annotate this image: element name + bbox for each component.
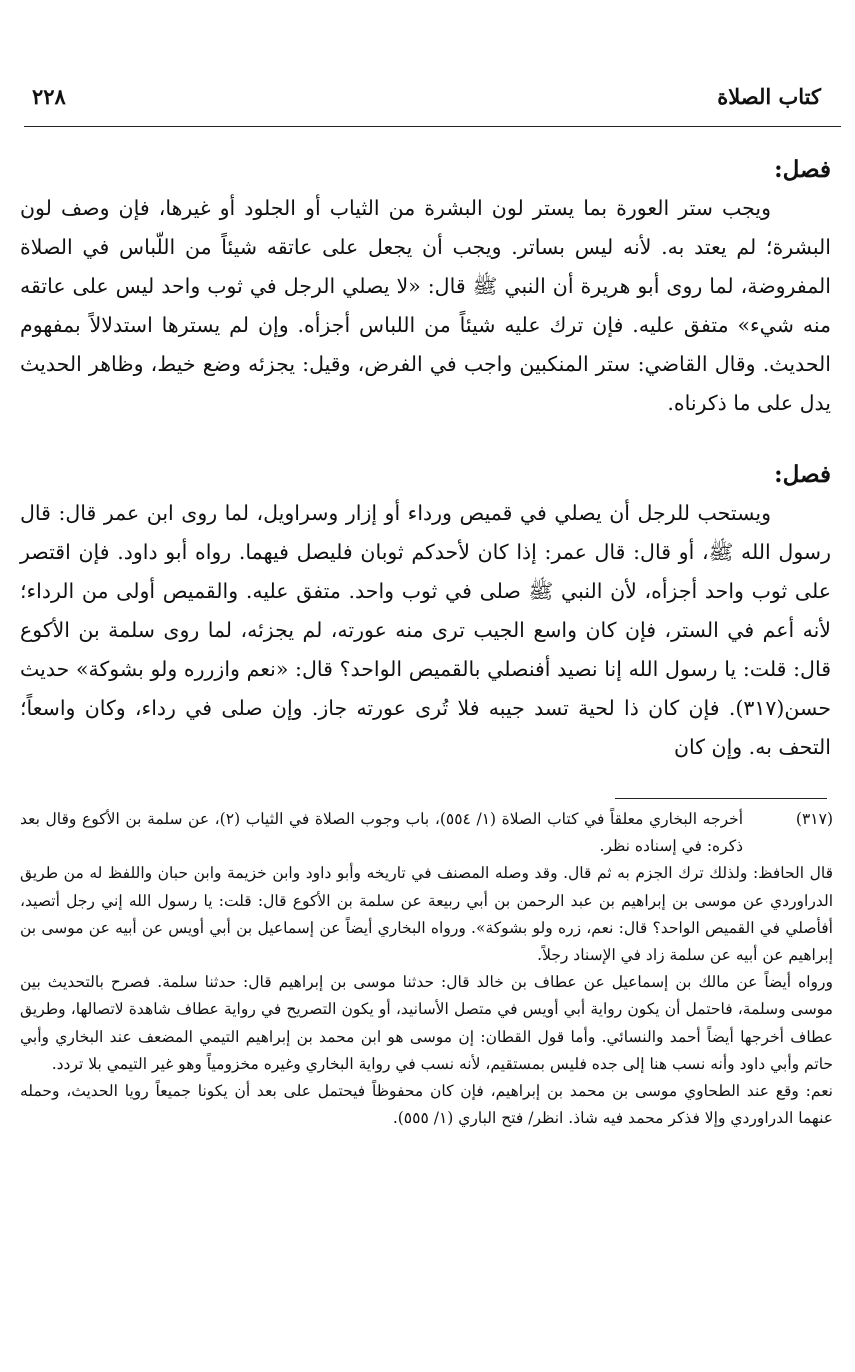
footnote-entry: [20, 806, 833, 860]
section-fasl-2: [20, 455, 831, 767]
section-paragraph: ويجب ستر العورة بما يستر لون البشرة من الثياب أو الجلود أو غيرها، فإن وصف لون البشرة؛ لم يعتد به. لأنه ليس بساتر. ويجب أن يجعل على عاتقه شيئاً من اللّباس في الصلاة المفروضة، لما روى أبو هريرة أن النبي ﷺ قال: «لا يصلي الرجل في ثوب واحد ليس على عاتقه منه شيء» متفق عليه. فإن ترك عليه شيئاً من اللباس أجزأه. وإن لم يسترها استدلالاً بمفهوم الحديث. وقال القاضي: ستر المنكبين واجب في الفرض، وقيل: يجزئه وضع خيط، وظاهر الحديث يدل على ما ذكرناه.: [20, 196, 831, 415]
section-fasl-1: [20, 150, 831, 423]
header-divider: [24, 126, 841, 127]
footnote-paragraph: ورواه أيضاً عن مالك بن إسماعيل عن عطاف بن خالد قال: حدثنا موسى بن إبراهيم قال: حدثنا سلمة. فصرح بالتحديث بين موسى وسلمة، فاحتمل أن يكون رواية أبي أويس في متصل الأسانيد، أو يكون التصريح في رواية عطاف شاهدة لاتصالها، وطريق عطاف أخرجها أيضاً أحمد والنسائي. وأما قول القطان: إن موسى هو ابن محمد بن إبراهيم التيمي المضعف عند البخاري وأبي حاتم وأبي داود وأنه نسب هنا إلى جده فليس بمستقيم، لأنه نسب في رواية البخاري وغيره مخزومياً وهو غير التيمي بلا تردد.: [20, 973, 833, 1073]
footnote-paragraph: نعم: وقع عند الطحاوي موسى بن محمد بن إبراهيم، فإن كان محفوظاً فيحتمل على بعد أن يكونا جميعاً رويا الحديث، وحمله عنهما الدراوردي وإلا فذكر محمد فيه شاذ. انظر/ فتح الباري (١/ ٥٥٥).: [20, 1082, 833, 1128]
footnote-text: أخرجه البخاري معلقاً في كتاب الصلاة (١/ ٥٥٤)، باب وجوب الصلاة في الثياب (٢)، عن سلمة بن الأكوع وقال بعد ذكره: في إسناده نظر.: [20, 810, 744, 856]
section-heading: فصل:: [774, 156, 831, 183]
footnote-divider: [615, 798, 827, 799]
section-heading: فصل:: [774, 461, 831, 488]
running-title: كتاب الصلاة: [717, 84, 821, 109]
footnote-paragraph: قال الحافظ: ولذلك ترك الجزم به ثم قال. وقد وصله المصنف في تاريخه وأبو داود وابن خزيمة وابن حبان واللفظ له من طريق الدراوردي عن موسى بن إبراهيم بن عبد الرحمن بن أبي ربيعة عن سلمة بن الأكوع قال: قلت: يا رسول الله إني رجل أتصيد، أفأصلي في القميص الواحد؟ قال: نعم، زره ولو بشوكة». ورواه البخاري أيضاً عن إسماعيل بن أبي أويس عن أبيه عن موسى بن إبراهيم عن أبيه عن سلمة زاد في الإسناد رجلاً.: [20, 864, 833, 965]
footnote-number: (٣١٧): [795, 810, 833, 828]
footnotes: [20, 806, 833, 1132]
page-number: ٢٢٨: [32, 84, 66, 109]
page-header: [24, 84, 831, 112]
section-paragraph: ويستحب للرجل أن يصلي في قميص ورداء أو إزار وسراويل، لما روى ابن عمر قال: قال رسول الله ﷺ، أو قال: قال عمر: إذا كان لأحدكم ثوبان فليصل فيهما. رواه أبو داود. فإن اقتصر على ثوب واحد أجزأه، لأن النبي ﷺ صلى في ثوب واحد. متفق عليه. والقميص أولى من الرداء؛ لأنه أعم في الستر، فإن كان واسع الجيب ترى منه عورته، لم يجزئه، لما روى سلمة بن الأكوع قال: قلت: يا رسول الله إنا نصيد أفنصلي بالقميص الواحد؟ قال: «نعم وازرره ولو بشوكة» حديث حسن(٣١٧). فإن كان ذا لحية تسد جيبه فلا تُرى عورته جاز. وإن صلى في رداء، وكان واسعاً؛ التحف به. وإن كان: [20, 501, 831, 759]
